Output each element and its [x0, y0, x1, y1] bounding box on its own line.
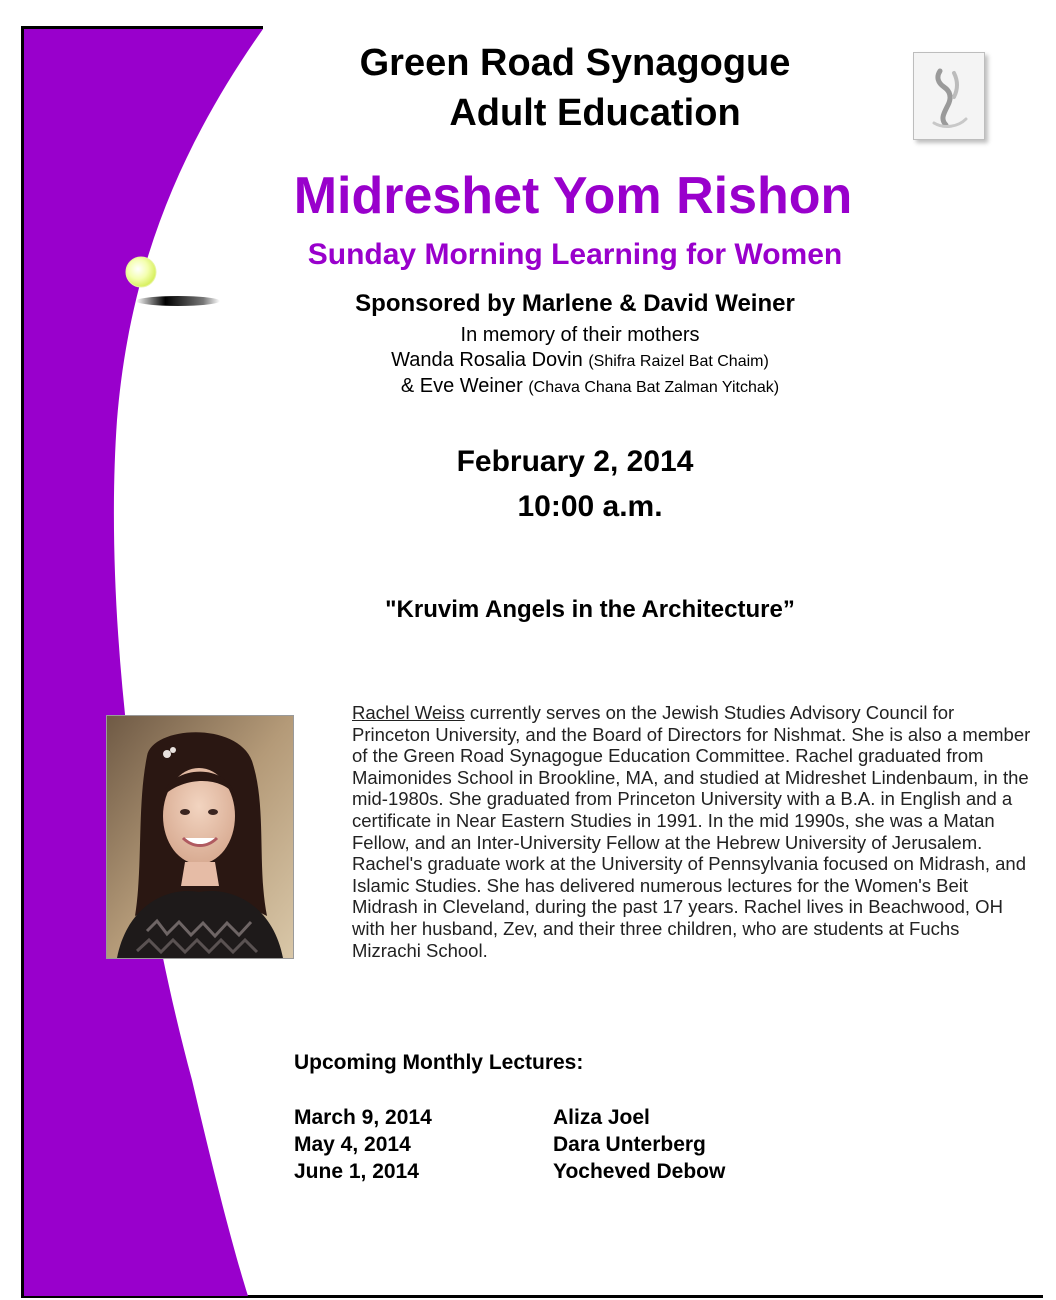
upcoming-lecture-row [294, 1106, 814, 1134]
upcoming-lecture-row [294, 1133, 814, 1161]
mother1-hebrew-name: (Shifra Raizel Bat Chaim) [588, 353, 769, 370]
upcoming-lecture-date: March 9, 2014 [294, 1106, 432, 1129]
upcoming-lecture-row [294, 1160, 814, 1188]
org-name: Green Road Synagogue [359, 42, 791, 84]
speaker-photo [106, 715, 294, 959]
speaker-bio-text: currently serves on the Jewish Studies Advisory Council for Princeton University, and the Board of Directors for Nishmat. She is also a member of the Green Road Synagogue Education Committee. Rachel graduated from Maimonides School in Brookline, MA, and studied at Midreshet Lindenbaum, in the mid-1980s. She graduated from Princeton University with a B.A. in English and a certificate in Near Eastern Studies in 1991. In the mid 1990s, she was a Matan Fellow, and an Inter-University Fellow at the Hebrew University of Jerusalem. Rachel's graduate work at the University of Pennsylvania focused on Midrash, and Islamic Studies. She has delivered numerous lectures for the Women's Beit Midrash in Cleveland, during the past 17 years. Rachel lives in Beachwood, OH with her husband, Zev, and their three children, who are students at Fuchs Mizrachi School. [352, 702, 1031, 961]
upcoming-lecture-date: June 1, 2014 [294, 1160, 419, 1183]
upcoming-lecture-date: May 4, 2014 [294, 1133, 411, 1156]
mother1-line [260, 349, 900, 372]
upcoming-lectures-heading: Upcoming Monthly Lectures: [294, 1051, 584, 1074]
event-time: 10:00 a.m. [517, 490, 663, 523]
department-name: Adult Education [449, 92, 741, 134]
mother2-name: & Eve Weiner [400, 375, 523, 397]
sponsor-line: Sponsored by Marlene & David Weiner [355, 290, 795, 317]
mother2-hebrew-name: (Chava Chana Bat Zalman Yitchak) [528, 379, 780, 396]
memory-line: In memory of their mothers [460, 324, 700, 346]
mother1-name: Wanda Rosalia Dovin [391, 349, 583, 371]
mother2-line [260, 375, 920, 398]
upcoming-lecture-speaker: Yocheved Debow [553, 1160, 726, 1183]
bubble-ornament-icon [118, 250, 228, 312]
synagogue-logo-icon [913, 52, 985, 140]
program-title: Midreshet Yom Rishon [293, 167, 853, 225]
lecture-title: "Kruvim Angels in the Architecture” [385, 596, 795, 623]
program-subtitle: Sunday Morning Learning for Women [307, 238, 843, 271]
speaker-bio [352, 702, 1032, 961]
upcoming-lecture-speaker: Aliza Joel [553, 1106, 650, 1129]
upcoming-lecture-speaker: Dara Unterberg [553, 1133, 706, 1156]
speaker-name: Rachel Weiss [352, 702, 465, 723]
event-date: February 2, 2014 [456, 445, 694, 478]
